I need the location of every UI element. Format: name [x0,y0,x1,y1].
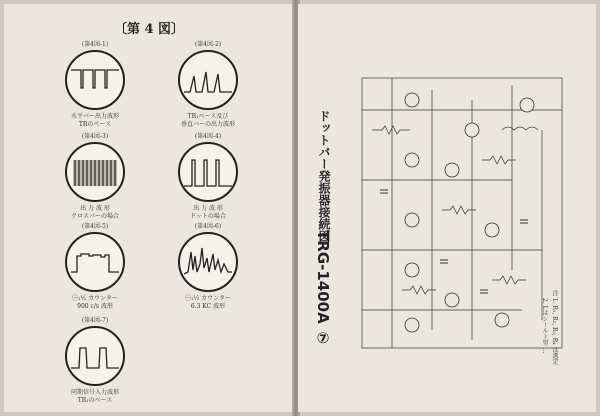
figure-4-1 [40,40,150,129]
figure-4-6 [153,222,263,311]
figure-label: (第4図-5) [81,223,109,230]
oscilloscope-trace [65,232,125,292]
figure-caption: TR₁ベース及び 垂直バーの出力波形 [180,113,235,128]
figure-caption: 出 力 波 形 ドットの場合 [190,205,226,220]
trace-waveform [184,72,232,92]
figure-4-3 [40,132,150,221]
oscilloscope-trace [65,50,125,110]
figure-caption: ㊀₁¹⁄₂ カウンター 900 c/s 波形 [72,295,118,310]
trace-waveform [71,70,119,88]
diagram-title: ドットバー発振器接続図 [317,110,331,242]
figure-caption: 同期信号入力波形 TR₁のベース [70,389,119,404]
note-2: 2. Lはシールド型 … [541,298,548,354]
note-1: 注 1. R₁, R₂, R₃, R₄ は選定 [551,290,558,365]
figure-caption: ㊀₁¹⁄₂ カウンター 6.3 KC 波形 [185,295,231,310]
trace-waveform [71,348,119,368]
oscilloscope-trace [178,50,238,110]
figure-label: (第4図-1) [81,41,109,48]
trace-waveform [71,254,119,272]
figure-caption: 水平バー出力波形 TRのベース [70,113,119,128]
oscilloscope-trace [178,142,238,202]
figure-4-5 [40,222,150,311]
trace-waveform [184,248,232,274]
figure-label: (第4図-7) [81,317,109,324]
schematic-title-block [312,110,340,350]
model-number: TRG-1400A ⑦ [314,230,332,347]
oscilloscope-trace [65,142,125,202]
figure-4-7 [40,316,150,405]
page-title: 〔第 4 図〕 [113,22,185,37]
figure-caption: 出 力 波 形 クロスバーの場合 [70,205,119,220]
oscilloscope-trace [178,232,238,292]
figure-4-4 [153,132,263,221]
figure-label: (第4図-2) [194,41,222,48]
figure-label: (第4図-6) [194,223,222,230]
figure-4-2 [153,40,263,129]
circuit-schematic [352,70,588,366]
trace-waveform [184,160,232,186]
figure-label: (第4図-4) [194,133,222,140]
oscilloscope-trace [65,326,125,386]
figure-label: (第4図-3) [81,133,109,140]
